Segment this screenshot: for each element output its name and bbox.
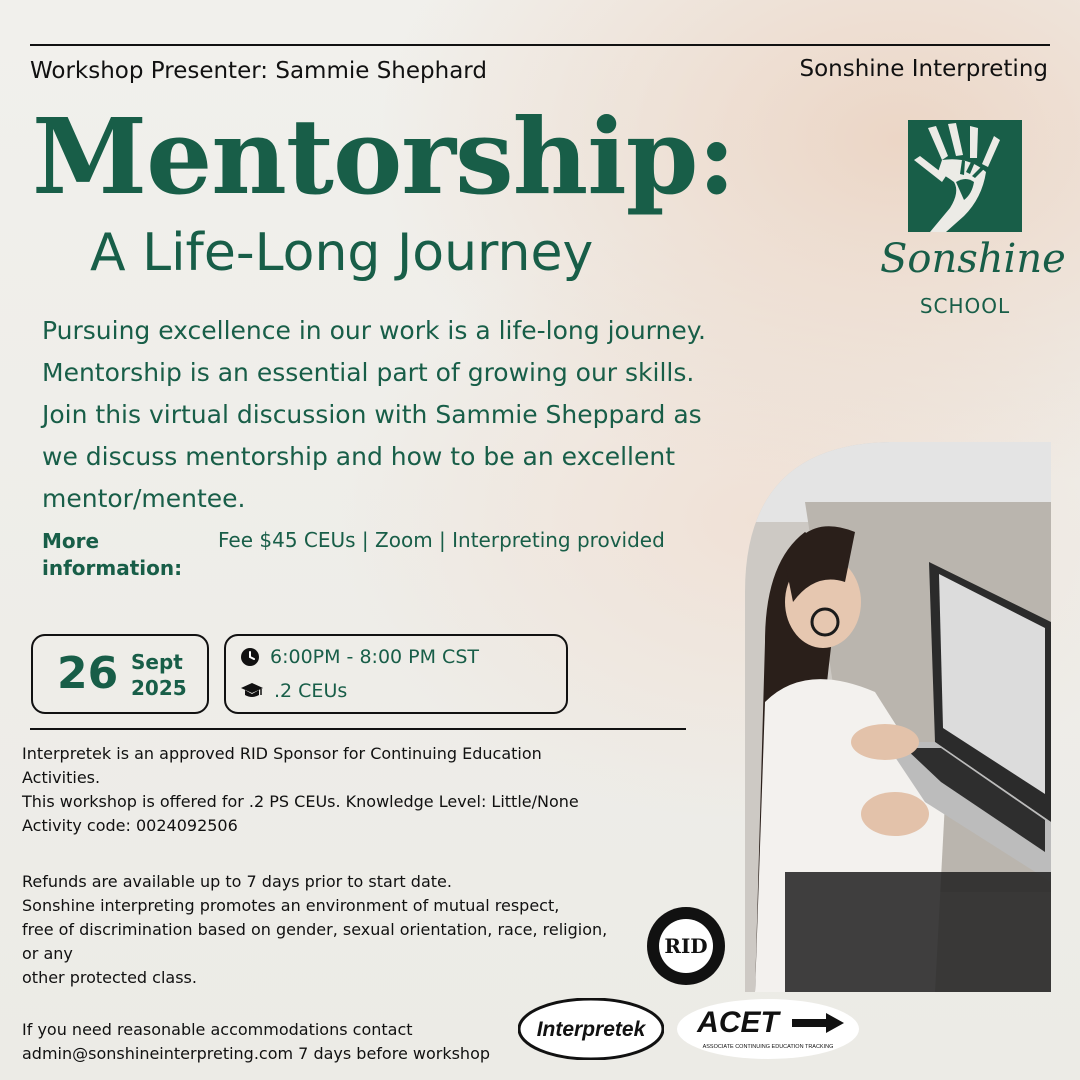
more-info-label: [42, 528, 202, 582]
description-line: we discuss mentorship and how to be an excellent: [42, 442, 675, 471]
fine-print-line: free of discrimination based on gender, sexual orientation, race, religion,: [22, 920, 608, 939]
fine-print-sponsor: [22, 742, 662, 838]
fine-print-line: other protected class.: [22, 968, 197, 987]
acet-caption: ASSOCIATE CONTINUING EDUCATION TRACKING: [702, 1044, 834, 1050]
description-line: Pursuing excellence in our work is a life-long journey.: [42, 316, 706, 345]
more-info-value: Fee $45 CEUs | Zoom | Interpreting provided: [218, 528, 665, 552]
ceu-row: [240, 680, 347, 702]
description-line: mentor/mentee.: [42, 484, 246, 513]
more-info-label-line: information:: [42, 556, 183, 580]
top-divider: [30, 44, 1050, 46]
description-line: Mentorship is an essential part of growing our skills.: [42, 358, 695, 387]
schedule-box: [224, 634, 568, 714]
fine-print-policy: [22, 870, 662, 990]
mid-divider: [30, 728, 686, 730]
logo-caption: SCHOOL: [919, 294, 1011, 318]
date-box: [31, 634, 209, 714]
organization-text: Sonshine Interpreting: [799, 56, 1048, 82]
date-month: Sept: [131, 650, 183, 674]
description-line: Join this virtual discussion with Sammie Sheppard as: [42, 400, 702, 429]
date-year: 2025: [131, 676, 187, 700]
sonshine-school-logo: [880, 118, 1066, 328]
description: [42, 310, 832, 520]
more-info-label-line: More: [42, 529, 100, 553]
fine-print-line: Sonshine interpreting promotes an environment of mutual respect,: [22, 896, 560, 915]
acet-logo-text: ACET: [697, 1006, 779, 1039]
fine-print-line: If you need reasonable accommodations contact: [22, 1020, 413, 1039]
rid-seal-text: RID: [664, 934, 708, 958]
subtitle: A Life-Long Journey: [90, 223, 594, 283]
clock-icon: [240, 647, 260, 667]
date-day: 26: [57, 648, 119, 699]
time-row: [240, 646, 479, 668]
fine-print-line: This workshop is offered for .2 PS CEUs. Knowledge Level: Little/None: [22, 792, 579, 811]
fine-print-line: Activity code: 0024092506: [22, 816, 238, 835]
graduation-cap-icon: [240, 681, 264, 701]
fine-print-line: Activities.: [22, 768, 101, 787]
interpretek-logo-text: Interpretek: [536, 1018, 646, 1041]
presenter-text: Workshop Presenter: Sammie Shephard: [30, 58, 487, 84]
ceu-text: .2 CEUs: [274, 680, 348, 702]
hands-icon: [908, 120, 1022, 232]
fine-print-line: or any: [22, 944, 73, 963]
fine-print-line: Interpretek is an approved RID Sponsor for Continuing Education: [22, 744, 542, 763]
woman-laptop-photo: [745, 442, 1051, 992]
time-text: 6:00PM - 8:00 PM CST: [270, 646, 479, 668]
interpretek-logo: [518, 998, 664, 1060]
rid-cmp-seal: [646, 906, 726, 986]
acet-logo: [676, 998, 860, 1060]
fine-print-line: admin@sonshineinterpreting.com 7 days before workshop: [22, 1044, 491, 1063]
logo-script-text: Sonshine: [880, 236, 1066, 282]
main-title: Mentorship:: [32, 95, 735, 218]
fine-print-line: Refunds are available up to 7 days prior to start date.: [22, 872, 452, 891]
